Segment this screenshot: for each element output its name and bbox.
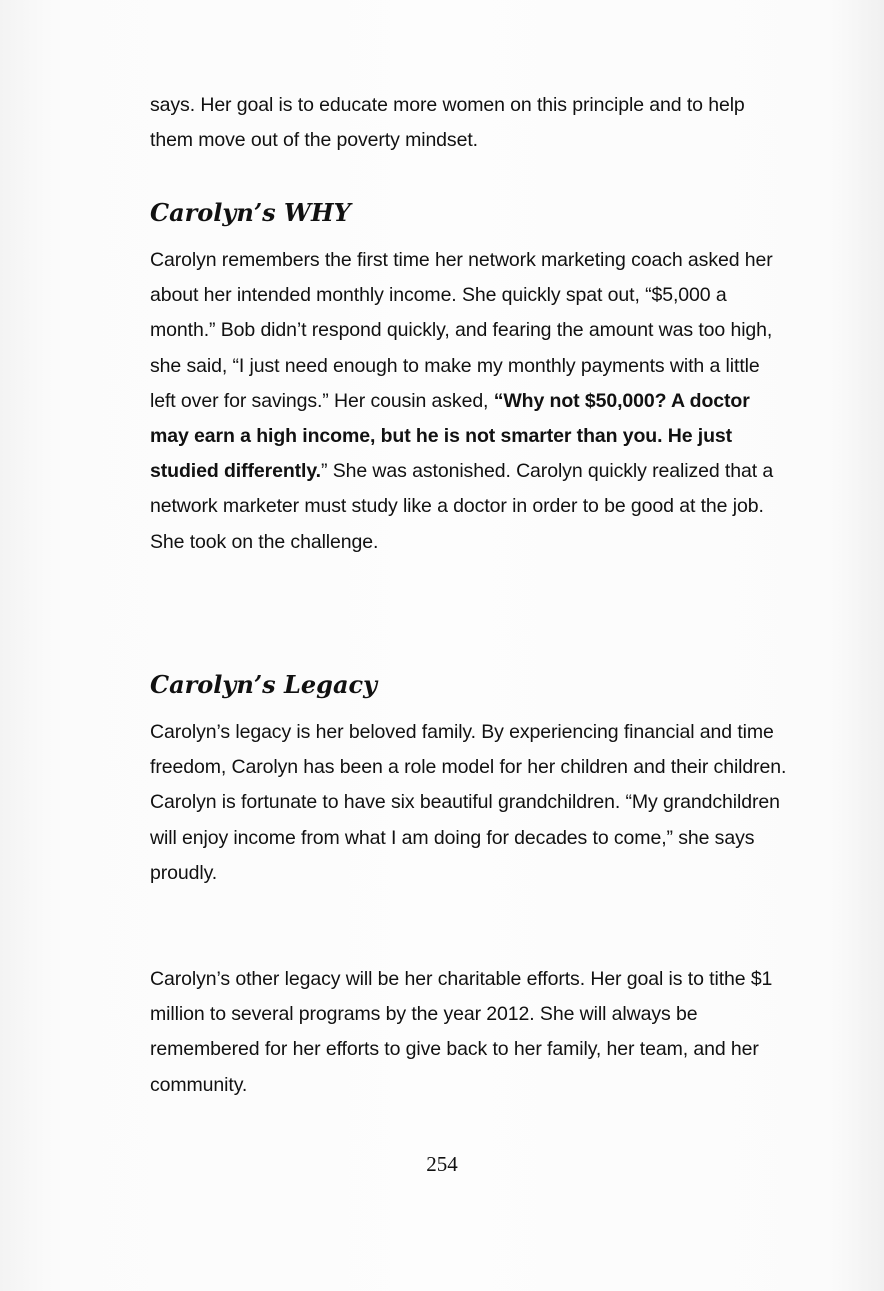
heading-carolyns-why: Carolyn’s WHY [150, 198, 351, 227]
why-text-end: ” She was astonished. Carolyn quickly realized that a network marketer must study like a doctor in order to be good at the job. She took on the challenge. [150, 460, 774, 553]
why-text-start: Carolyn remembers the first time her network marketing coach asked her about her intended monthly income. She quickly spat out, “$5,000 a month.” Bob didn’t respond quickly, and fearing the amount was too high, she said, “I just need enough to make my monthly payments with a little left over for savings.” Her cousin asked, [150, 249, 773, 412]
legacy-paragraph-2-wrap [150, 962, 790, 1103]
legacy-text-2: Carolyn’s other legacy will be her charitable efforts. Her goal is to tithe $1 million to several programs by the year 2012. She will always be remembered for her efforts to give back to her family, her team, and her community. [150, 968, 773, 1096]
intro-paragraph [150, 88, 790, 158]
why-quote-bold: “Why not $50,000? A doctor may earn a high income, but he is not smarter than you. He just studied differently. [150, 389, 750, 483]
why-paragraph [150, 243, 790, 560]
heading-carolyns-legacy: Carolyn’s Legacy [150, 670, 378, 699]
intro-text: says. Her goal is to educate more women on this principle and to help them move out of the poverty mindset. [150, 94, 745, 152]
page-number: 254 [426, 1152, 458, 1176]
legacy-text-1: Carolyn’s legacy is her beloved family. By experiencing financial and time freedom, Carolyn has been a role model for her children and their children. Carolyn is fortunate to have six beautiful grandchildren. “My grandchildren will enjoy income from what I am doing for decades to come,” she says proudly. [150, 721, 787, 884]
legacy-paragraph-1 [150, 715, 790, 891]
legacy-paragraph-2 [150, 962, 790, 1103]
